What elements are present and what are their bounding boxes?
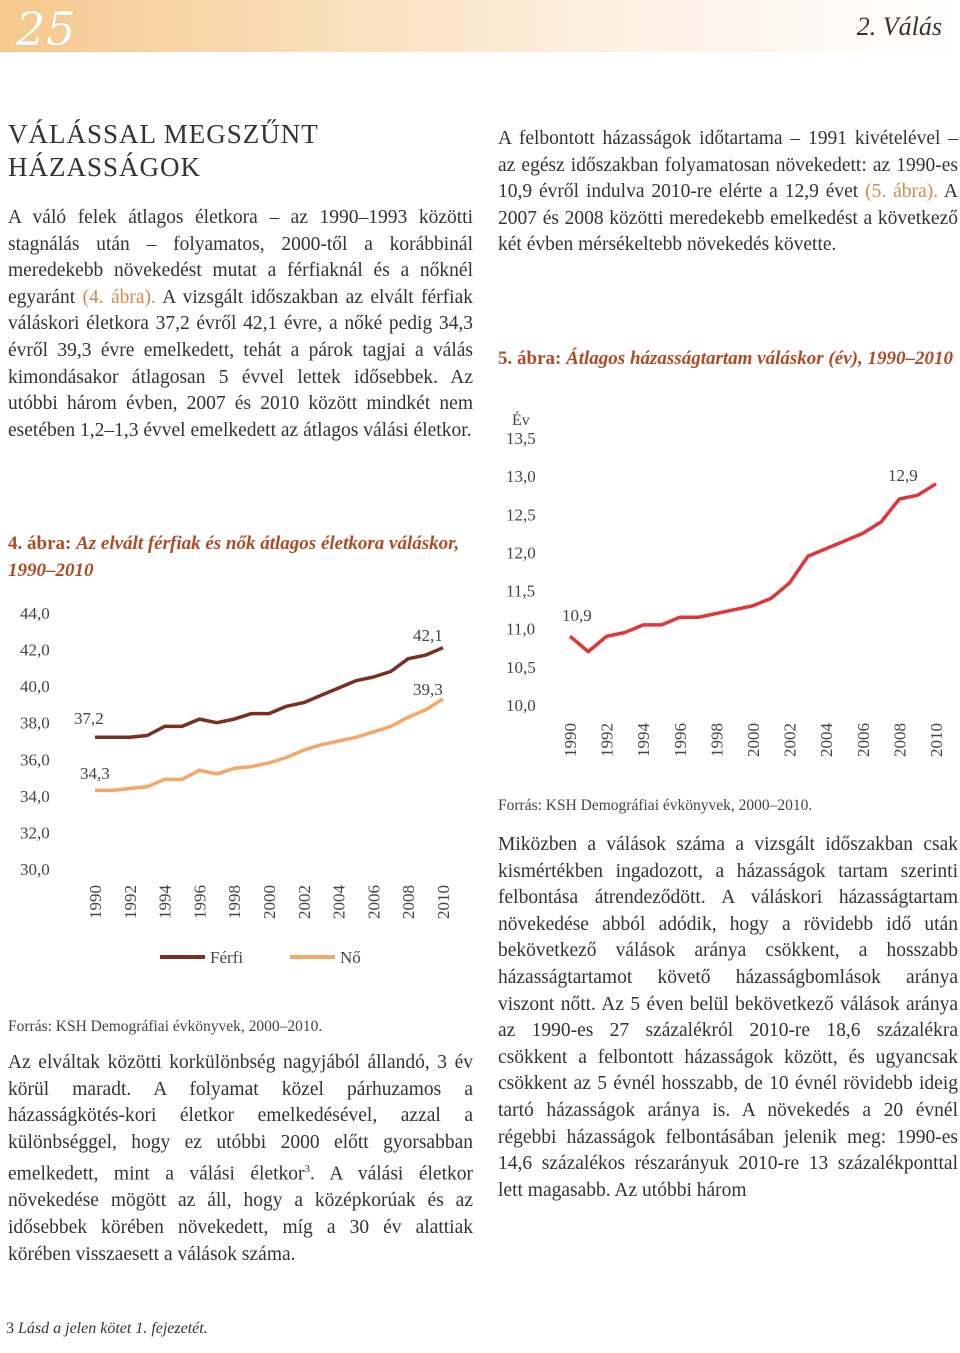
data-label: 10,9 <box>562 606 592 625</box>
legend-label-ferfi: Férfi <box>210 948 244 967</box>
x-tick-label: 1998 <box>707 723 727 757</box>
data-label: 42,1 <box>413 626 443 645</box>
x-tick-label: 1990 <box>561 723 580 757</box>
figure-5-chart <box>490 405 960 790</box>
x-tick-label: 2008 <box>399 885 419 919</box>
x-tick-label: 1992 <box>597 723 617 757</box>
left-paragraph-2 <box>8 1050 473 1268</box>
right-paragraph-2: Miközben a válások száma a vizsgált időszakban csak kismértékben ingadozott, a házasságok tartam szerinti felbontása átrendeződött. A váláskori házasságtartam növekedése abból adódik, hogy a rövidebb idő után bekövetkező válások aránya csökkent, a hosszabb házasságtartamot követő házasságbomlások aránya viszont nőtt. Az 5 éven belül bekövetkező válások aránya az 1990-es 27 százalékról 2010-re 18,6 százalékra csökkent a felbontott házasságok között, és ugyancsak csökkent az 5 évnél hosszabb, de 10 évnél rövidebb ideig tartó házasságok aránya is. A növekedés a 20 évnél régebbi házasságok felbontásában jelenik meg: 1990-es 14,6 százalékos részarányuk 2010-re 13 százalékponttal lett magasabb. Az utóbbi három <box>498 834 958 1201</box>
x-tick-label: 2008 <box>890 723 910 757</box>
data-label: 12,9 <box>888 466 918 485</box>
figure-4-caption-text: Az elvált férfiak és nők átlagos életkora váláskor, 1990–2010 <box>8 533 460 581</box>
x-tick-label: 1998 <box>225 885 245 919</box>
x-tick-label: 2004 <box>329 885 349 919</box>
y-tick-label: 10,5 <box>506 657 536 677</box>
footnote-text: Lásd a jelen kötet 1. fejezetét. <box>18 1320 208 1337</box>
y-tick-label: 11,5 <box>506 581 536 601</box>
figure-5-caption-number: 5. ábra <box>498 348 555 369</box>
figure-4-reference[interactable]: (4. ábra). <box>82 286 156 308</box>
data-label: 34,3 <box>80 764 110 783</box>
figure-4-source: Forrás: KSH Demográfiai évkönyvek, 2000–2010. <box>8 1018 323 1035</box>
x-tick-label: 1994 <box>155 885 175 919</box>
x-tick-label: 1992 <box>120 885 140 919</box>
left-paragraph-2-text-a: Az elváltak közötti korkülönbség nagyjából állandó, 3 év körül maradt. A folyamat közel párhuzamos a házasságkötés-kori életkor emelkedésével, azzal a különbséggel, hogy ez utóbbi 2000 előtt gyorsabban emelkedett, mint a válási életkor <box>8 1052 473 1185</box>
y-tick-label: 42,0 <box>20 640 50 660</box>
legend-label-no: Nő <box>340 948 361 967</box>
series-line <box>570 484 936 652</box>
figure-5-caption: 5. ábra: Átlagos házasságtartam váláskor (év), 1990–2010 <box>498 348 953 369</box>
figure-5-reference[interactable]: (5. ábra). <box>865 181 939 203</box>
y-tick-label: 38,0 <box>20 713 50 733</box>
right-paragraph-1 <box>498 126 958 259</box>
y-tick-label: 44,0 <box>20 604 50 623</box>
x-tick-label: 2010 <box>927 723 946 757</box>
x-tick-label: 1996 <box>670 723 690 757</box>
figure-5-source: Forrás: KSH Demográfiai évkönyvek, 2000–2010. <box>498 797 813 814</box>
x-tick-label: 2004 <box>817 723 837 757</box>
footnote-number: 3 <box>6 1320 14 1337</box>
y-tick-label: 13,0 <box>506 467 536 487</box>
x-tick-label: 2002 <box>294 885 314 919</box>
figure-4-chart <box>0 595 480 985</box>
x-tick-label: 2006 <box>853 723 873 757</box>
left-paragraph-1-text-a: A váló felek átlagos életkora – az 1990–1993 közötti stagnálás után – folyamatos, 2000-től a korábbinál meredekebb növekedést mutat a férfiaknál és a nőknél egyaránt <box>8 207 473 308</box>
y-tick-label: 36,0 <box>20 750 50 770</box>
y-tick-label: 13,5 <box>506 429 536 448</box>
header-band <box>0 0 960 52</box>
figure-4-caption-number: 4. ábra <box>8 533 65 554</box>
y-tick-label: 34,0 <box>20 786 50 806</box>
right-paragraph-1-text-b: A 2007 és 2008 közötti meredekebb emelkedést a következő két évben mérsékeltebb növekedés követte. <box>498 181 958 256</box>
data-label: 39,3 <box>413 680 443 699</box>
y-tick-label: 12,5 <box>506 505 536 525</box>
figure-5-caption-text: Átlagos házasságtartam váláskor (év), 1990–2010 <box>566 348 953 369</box>
footnote <box>6 1320 208 1338</box>
x-tick-label: 1994 <box>634 723 654 757</box>
x-tick-label: 2002 <box>780 723 800 757</box>
right-paragraph-1-text-a: A felbontott házasságok időtartama – 1991 kivételével – az egész időszakban folyamatosan növekedett: az 1990-es 10,9 évről indulva 2010-re elérte a 12,9 évet <box>498 128 958 203</box>
footnote-marker[interactable]: 3 <box>304 1163 311 1176</box>
figure-5-y-axis-label: Év <box>512 412 530 429</box>
left-paragraph-1-text-b: A vizsgált időszakban az elvált férfiak váláskori életkora 37,2 évről 42,1 évre, a nőké pedig 34,3 évről 39,3 évre emelkedett, tehát a párok tagjai a válás kimondásakor átlagosan 5 évvel lettek idősebbek. Az utóbbi három évben, 2007 és 2010 között mindkét nem esetében 1,2–1,3 évvel emelkedett az átlagos válási életkor. <box>8 286 473 441</box>
y-tick-label: 32,0 <box>20 823 50 843</box>
data-label: 37,2 <box>74 709 104 728</box>
y-tick-label: 10,0 <box>506 696 536 715</box>
x-tick-label: 2006 <box>364 885 384 919</box>
y-tick-label: 30,0 <box>20 860 50 879</box>
x-tick-label: 2010 <box>434 885 453 919</box>
page-number: 25 <box>16 2 77 56</box>
x-tick-label: 1990 <box>86 885 105 919</box>
x-tick-label: 2000 <box>744 723 763 757</box>
chapter-title: 2. Válás <box>856 12 942 41</box>
x-tick-label: 2000 <box>260 885 279 919</box>
section-title: VÁLÁSSAL MEGSZŰNT HÁZASSÁGOK <box>8 119 319 182</box>
y-tick-label: 12,0 <box>506 543 536 563</box>
y-tick-label: 11,0 <box>506 619 536 639</box>
y-tick-label: 40,0 <box>20 677 50 697</box>
left-paragraph-2-text-b: . A válási életkor növekedése mögött az áll, hogy a középkorúak és az idősebbek körében növekedett, míg a 30 év alattiak körében visszaesett a válások száma. <box>8 1163 473 1265</box>
figure-4-caption: 4. ábra: Az elvált férfiak és nők átlagos életkora váláskor, 1990–2010 <box>8 533 460 581</box>
x-tick-label: 1996 <box>190 885 210 919</box>
series-line <box>95 648 443 738</box>
left-paragraph-1 <box>8 205 473 444</box>
